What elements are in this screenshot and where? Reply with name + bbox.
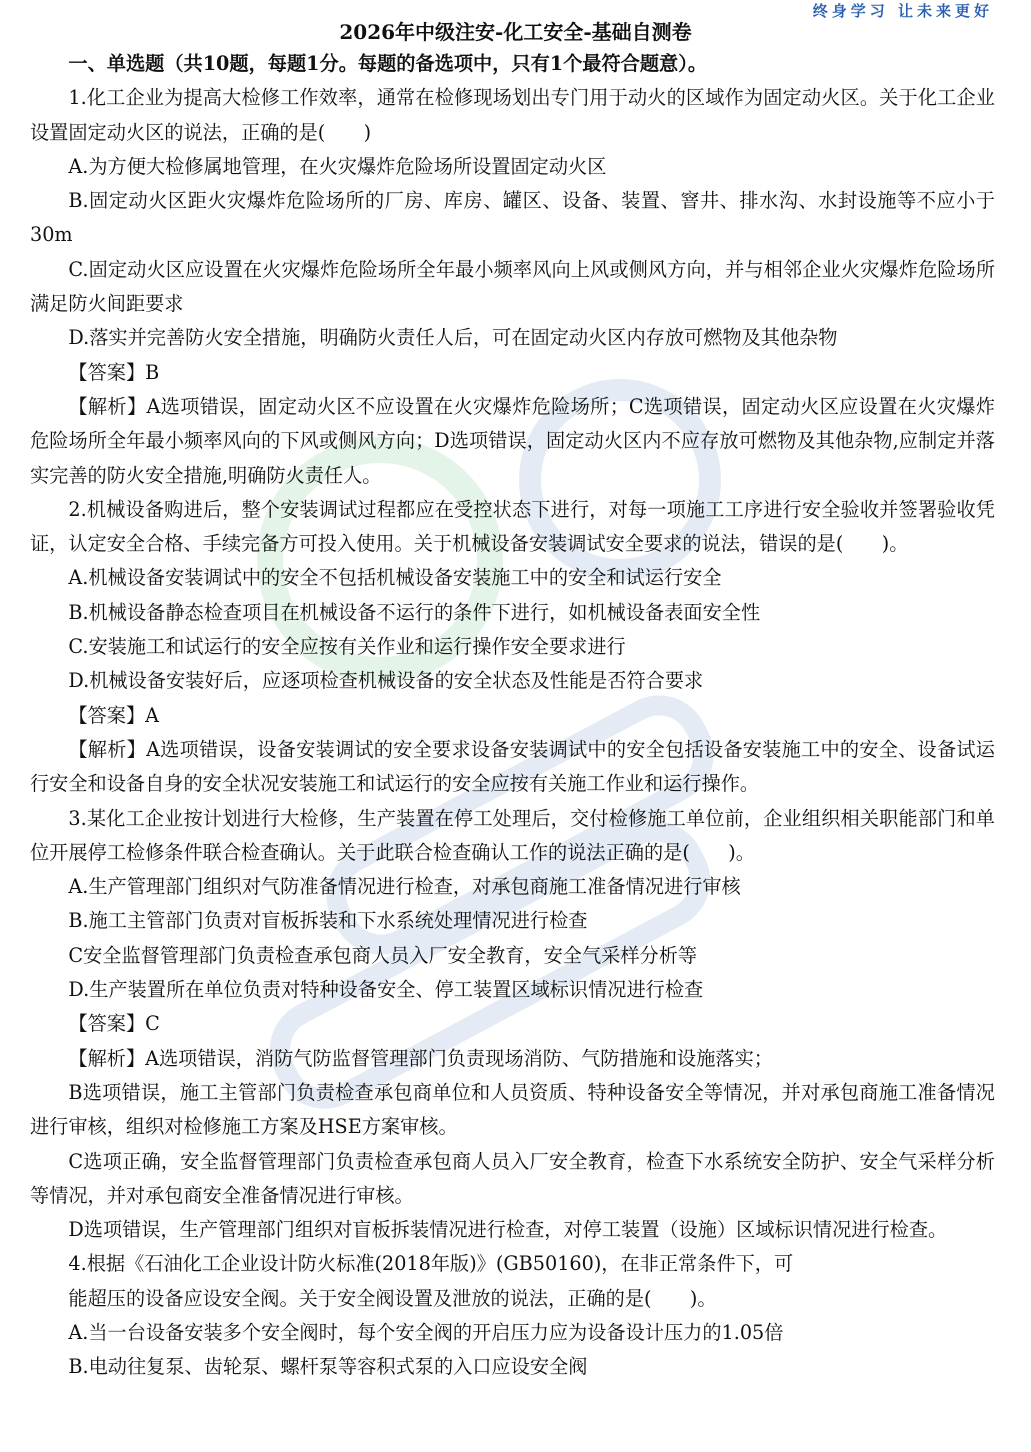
question-3-analysis-b: B选项错误，施工主管部门负责检查承包商单位和人员资质、特种设备安全等情况，并对承包商施工准备情况进行审核，组织对检修施工方案及HSE方案审核。 <box>30 1080 995 1139</box>
document-body <box>30 47 995 1385</box>
question-3-analysis-c: C选项正确，安全监督管理部门负责检查承包商人员入厂安全教育，检查下水系统安全防护、安全气采样分析等情况，并对承包商安全准备情况进行审核。 <box>30 1149 995 1207</box>
question-4-option-b: B.电动往复泵、齿轮泵、螺杆泵等容积式泵的入口应设安全阀 <box>68 1355 588 1379</box>
question-2-analysis: 【解析】A选项错误，设备安装调试的安全要求设备安装调试中的安全包括设备安装施工中的安全、设备试运行安全和设备自身的安全状况安装施工和试运行的安全应按有关施工作业和运行操作。 <box>30 737 995 796</box>
question-1-answer: 【答案】B <box>68 360 160 384</box>
question-3-analysis-a: 【解析】A选项错误，消防气防监督管理部门负责现场消防、气防措施和设施落实； <box>68 1046 773 1070</box>
question-2-answer: 【答案】A <box>68 703 159 727</box>
question-4-stem-line-1: 4.根据《石油化工企业设计防火标准(2018年版)》(GB50160)，在非正常条件下，可 <box>68 1252 794 1276</box>
question-3-stem: 3.某化工企业按计划进行大检修，生产装置在停工处理后，交付检修施工单位前，企业组织相关职能部门和单位开展停工检修条件联合检查确认。关于此联合检查确认工作的说法正确的是( )。 <box>30 806 995 864</box>
question-1-option-b: B.固定动火区距火灾爆炸危险场所的厂房、库房、罐区、设备、装置、窨井、排水沟、水封设施等不应小于30m <box>30 189 995 247</box>
question-3-option-d: D.生产装置所在单位负责对特种设备安全、停工装置区域标识情况进行检查 <box>68 978 704 1002</box>
question-1-analysis: 【解析】A选项错误，固定动火区不应设置在火灾爆炸危险场所；C选项错误，固定动火区应设置在火灾爆炸危险场所全年最小频率风向的下风或侧风方向；D选项错误，固定动火区内不应存放可燃物及其他杂物,应制定并落实完善的防火安全措施,明确防火责任人。 <box>30 394 995 487</box>
question-2-option-d: D.机械设备安装好后，应逐项检查机械设备的安全状态及性能是否符合要求 <box>68 669 704 693</box>
header-slogan: 终身学习 让未来更好 <box>812 2 993 20</box>
question-3-option-c: C安全监督管理部门负责检查承包商人员入厂安全教育，安全气采样分析等 <box>68 943 698 967</box>
question-2-option-c: C.安装施工和试运行的安全应按有关作业和运行操作安全要求进行 <box>68 635 626 659</box>
question-3-option-b: B.施工主管部门负责对盲板拆装和下水系统处理情况进行检查 <box>68 909 588 933</box>
question-1-stem: 1.化工企业为提高大检修工作效率，通常在检修现场划出专门用于动火的区域作为固定动火区。关于化工企业设置固定动火区的说法，正确的是( ) <box>30 86 995 144</box>
question-2-stem: 2.机械设备购进后，整个安装调试过程都应在受控状态下进行，对每一项施工工序进行安全验收并签署验收凭证，认定安全合格、手续完备方可投入使用。关于机械设备安装调试安全要求的说法，错误的是( )。 <box>30 497 995 556</box>
page-title: 2026年中级注安-化工安全-基础自测卷 <box>339 20 692 44</box>
section-heading: 一、单选题（共10题，每题1分。每题的备选项中，只有1个最符合题意）。 <box>68 52 708 75</box>
question-4-option-a: A.当一台设备安装多个安全阀时，每个安全阀的开启压力应为设备设计压力的1.05倍 <box>68 1320 784 1344</box>
question-1-option-c: C.固定动火区应设置在火灾爆炸危险场所全年最小频率风向上风或侧风方向，并与相邻企业火灾爆炸危险场所满足防火间距要求 <box>30 257 995 316</box>
question-1-option-d: D.落实并完善防火安全措施，明确防火责任人后，可在固定动火区内存放可燃物及其他杂物 <box>68 326 838 350</box>
question-4-stem-line-2: 能超压的设备应设安全阀。关于安全阀设置及泄放的说法，正确的是( )。 <box>68 1286 717 1310</box>
question-2-option-b: B.机械设备静态检查项目在机械设备不运行的条件下进行，如机械设备表面安全性 <box>68 600 761 624</box>
question-3-analysis-d: D选项错误，生产管理部门组织对盲板拆装情况进行检查，对停工装置（设施）区域标识情况进行检查。 <box>68 1218 948 1242</box>
question-1-option-a: A.为方便大检修属地管理，在火灾爆炸危险场所设置固定动火区 <box>68 154 607 178</box>
question-2-option-a: A.机械设备安装调试中的安全不包括机械设备安装施工中的安全和试运行安全 <box>68 566 722 590</box>
question-3-answer: 【答案】C <box>68 1012 160 1036</box>
question-3-option-a: A.生产管理部门组织对气防准备情况进行检查，对承包商施工准备情况进行审核 <box>68 875 741 899</box>
